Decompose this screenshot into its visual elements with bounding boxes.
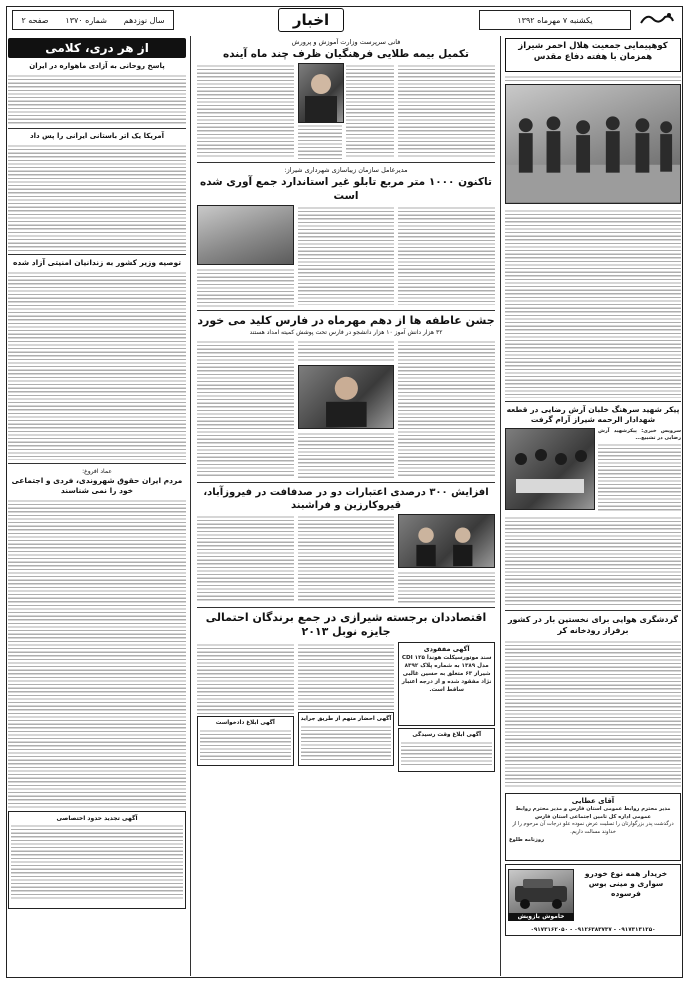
photo-block (197, 205, 294, 307)
body-text (8, 73, 186, 125)
summons-ad (298, 712, 395, 766)
headline: کوهپیمایی جمعیت هلال احمر شیراز همزمان با هفته دفاع مقدس (518, 41, 668, 62)
story-body (197, 642, 495, 772)
ad-signature: روزنامه طلوع (509, 837, 545, 843)
ad-title: آگهی ابلاغ وقت رسیدگی (412, 732, 481, 738)
divider (197, 482, 495, 483)
body-text (197, 339, 294, 477)
story-body (505, 428, 681, 512)
ad-body: مدیر محترم روابط عمومی استان فارس و مدیر محترم روابط عمومی اداره کل تامین اجتماعی استان فارس (515, 806, 671, 820)
story-headline: تکمیل بیمه طلایی فرهنگیان ظرف چند ماه آینده (223, 48, 469, 60)
ad-body-2: درگذشت پدر بزرگوارتان را تسلیت عرض نموده علو درجات آن مرحوم را از خداوند مسالت داریم. (512, 821, 674, 835)
newspaper-logo-icon (639, 9, 675, 29)
story-body (197, 205, 495, 307)
divider (505, 610, 681, 611)
masthead (8, 8, 681, 32)
boundary-notice-ad (8, 811, 186, 909)
story-body (197, 339, 495, 479)
right-column (505, 38, 681, 976)
body-text (8, 143, 186, 251)
person-icon (299, 366, 394, 428)
divider (197, 607, 495, 608)
funeral-photo (505, 428, 595, 510)
story-title: گردشگری هوایی برای نخستین بار در کشور برفراز رودخانه کر (507, 615, 679, 635)
people-icon (399, 515, 494, 567)
body-text (346, 63, 394, 159)
body-text (401, 740, 492, 766)
body-text (197, 642, 294, 714)
story-title: مردم ایران حقوق شهروندی، فردی و اجتماعی خود را نمی شناسند (11, 476, 183, 495)
body-text (398, 570, 495, 604)
body-text (8, 270, 186, 460)
body-text (298, 123, 342, 159)
people-icon (506, 85, 680, 203)
middle-column (197, 38, 495, 976)
group-photo (505, 84, 681, 204)
divider (8, 254, 186, 255)
petition-notice-ad (197, 716, 294, 766)
photo-block (298, 63, 394, 159)
story-title: توصیه وزیر کشور به زندانیان امنیتی آزاد شده (12, 258, 182, 267)
car-photo (508, 869, 574, 915)
body-text (197, 63, 294, 159)
ad-body: سند موتورسیکلت هوندا CDI ۱۲۵ مدل ۱۳۸۹ به شماره پلاک ۸۳۹۲ شیراز ۶۳ متعلق به حسین غالبی نژاد مفقود شده و از درجه اعتبار ساقط است. (401, 655, 492, 693)
story-headline: جشن عاطفه ها از دهم مهرماه در فارس کلید می خورد (197, 314, 495, 327)
condolence-ad (505, 793, 681, 861)
story-kicker: عماد افروغ: (82, 468, 112, 475)
car-icon (509, 870, 573, 914)
story-text-block (598, 428, 681, 512)
story-title: پاسخ روحانی به آزادی ماهواره در ایران (29, 62, 165, 70)
body-text (505, 208, 681, 398)
body-text (505, 639, 681, 789)
issue-date: یکشنبه ۷ مهرماه ۱۳۹۲ (517, 15, 593, 25)
story-headline: تاکنون ۱۰۰۰ متر مربع تابلو غیر استاندارد جمع آوری شده است (200, 176, 492, 202)
body-text (398, 205, 495, 305)
ad-title: خریدار همه نوع خودرو سواری و مینی بوس فرسوده (584, 869, 668, 898)
column-banner: از هر دری، کلامی (8, 38, 186, 58)
body-text (298, 431, 395, 479)
lost-document-ad (398, 642, 495, 726)
story-kicker: مدیرعامل سازمان زیباسازی شهرداری شیراز: (284, 166, 408, 174)
headline-box (505, 38, 681, 72)
story-kicker: فانی سرپرست وزارت آموزش و پرورش (291, 38, 401, 46)
ad-title: آگهی تجدید حدود اختصاصی (56, 815, 138, 822)
issue-box (12, 10, 174, 30)
date-box (479, 10, 631, 30)
body-text (398, 339, 495, 477)
story-subheadline: ۳۲ هزار دانش آموز ۱۰ هزار دانشجو در فارس تحت پوشش کمیته امداد هستند (249, 329, 443, 336)
story-headline: افزایش ۳۰۰ درصدی اعتبارات دو در صدفافت در فیروزآباد، قیروکارزین و فراشبند (203, 487, 489, 511)
divider (505, 401, 681, 402)
divider (197, 310, 495, 311)
ad-brand: خاموش بازوبش (508, 913, 574, 921)
ad-title: آقای عطایی (571, 797, 615, 805)
issue-number: شماره ۱۳۷۰ (65, 15, 107, 25)
section-label: اخبار (292, 11, 330, 29)
ad-title: آگهی احضار متهم از طریق جراید (300, 716, 392, 722)
minister-photo (298, 63, 344, 123)
ads-stack (398, 642, 495, 772)
issue-year: سال نوزدهم (123, 15, 165, 25)
body-text (505, 74, 681, 82)
body-text (11, 823, 183, 901)
photo-block (398, 514, 495, 604)
text-stack (298, 642, 395, 772)
body-text (200, 728, 291, 760)
body-text (197, 514, 294, 602)
ad-title: آگهی مفقودی (423, 645, 470, 653)
ad-phone: ۰۹۱۷۳۱۶۲۰۵۰ - ۰۹۱۲۶۳۸۳۷۳۷ - ۰۹۱۷۳۱۳۱۲۵۰ (530, 927, 656, 933)
story-headline: اقتصاددان برجسته شیرازی در جمع برندگان احتمالی جایزه نوبل ۲۰۱۳ (205, 611, 487, 638)
body-text (598, 442, 681, 512)
divider (8, 128, 186, 129)
body-text (197, 267, 294, 307)
section-title (278, 8, 344, 32)
ad-title: آگهی ابلاغ دادخواست (215, 720, 275, 726)
story-title: آمریکا یک اتر باستانی ایرانی را پس داد (29, 132, 165, 140)
page-number: صفحه ۲ (21, 15, 49, 25)
body-text (8, 498, 186, 808)
column-divider (500, 36, 501, 976)
person-icon (299, 64, 343, 122)
body-text (298, 205, 395, 305)
court-notice-ad (398, 728, 495, 772)
official-photo (298, 365, 395, 429)
text-stack (197, 642, 294, 772)
column-divider (190, 36, 191, 976)
body-text (505, 515, 681, 607)
divider (8, 463, 186, 464)
body-text (298, 339, 395, 363)
body-text (298, 514, 395, 602)
car-buyer-ad (505, 864, 681, 936)
story-title: پیکر شهید سرهنگ خلبان آرش رضایی در قطعه شهدادار الرحمه شیراز آرام گرفت (506, 405, 680, 424)
left-column (8, 38, 186, 976)
body-text (301, 724, 392, 760)
divider (197, 162, 495, 163)
billboard-photo (197, 205, 294, 265)
meeting-photo (398, 514, 495, 568)
body-text (298, 642, 395, 710)
story-kicker: سرویس خبری: پیکرشهید آرش رضایی در تشییع... (598, 428, 681, 441)
story-body (197, 63, 495, 159)
crowd-icon (506, 429, 594, 509)
body-text (398, 63, 495, 159)
story-body (197, 514, 495, 604)
photo-block (298, 339, 395, 479)
